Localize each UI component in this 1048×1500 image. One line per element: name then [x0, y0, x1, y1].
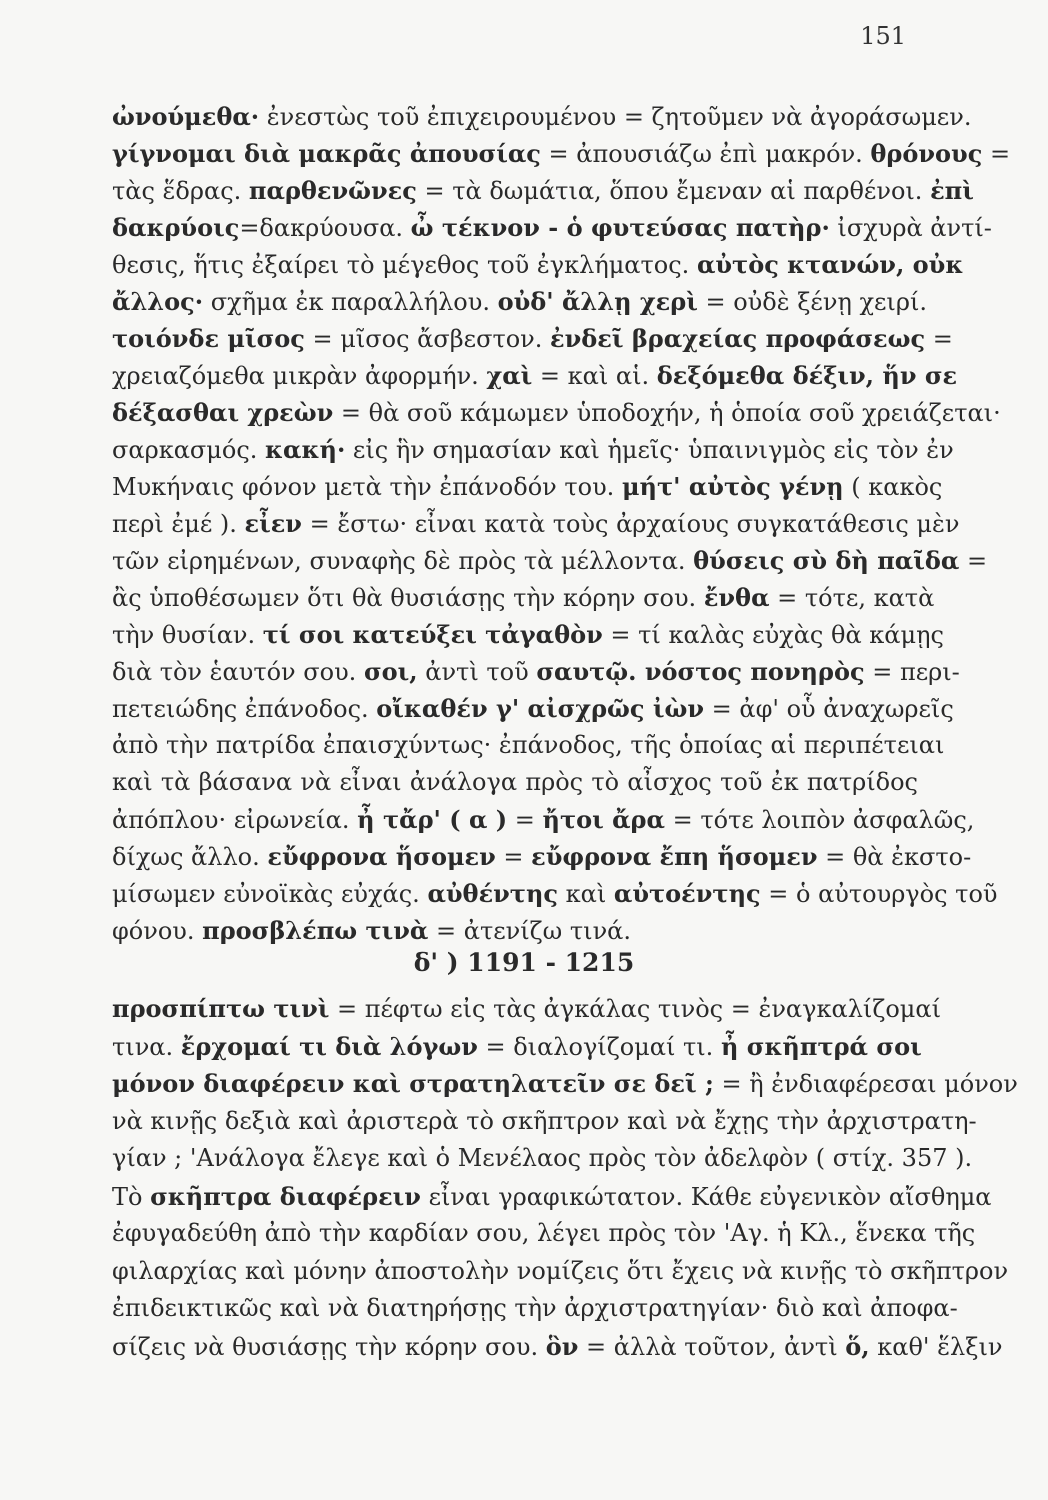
gloss-text: ( κακὸς: [843, 473, 943, 501]
lemma-term: τοιόνδε μῖσος: [112, 324, 305, 353]
gloss-text: = ἀτενίζω τινά.: [428, 917, 631, 945]
gloss-text: =: [982, 140, 1011, 168]
gloss-text: ἂς ὑποθέσωμεν ὅτι θὰ θυσιάσῃς τὴν κόρην σου.: [112, 584, 704, 612]
lemma-term: αὐτὸς κτανών, οὐκ: [696, 250, 964, 279]
gloss-text: δίχως ἄλλο.: [112, 843, 268, 871]
gloss-text: σίζεις νὰ θυσιάσῃς τὴν κόρην σου.: [112, 1332, 546, 1361]
gloss-text: = ἔστω· εἶναι κατὰ τοὺς ἀρχαίους συγκατάθεσις μὲν: [301, 510, 960, 538]
lemma-term: χαὶ: [486, 361, 533, 390]
gloss-text: τὴν θυσίαν.: [112, 621, 263, 649]
gloss-text: εἰς ἣν σημασίαν καὶ ἡμεῖς· ὑπαινιγμὸς εἰς τὸν ἐν: [345, 436, 954, 464]
gloss-text: =: [925, 325, 953, 353]
gloss-text: = καὶ αἱ.: [532, 362, 657, 390]
gloss-text: = ὁ αὐτουργὸς τοῦ: [760, 880, 998, 908]
gloss-text: ἐνεστὼς τοῦ ἐπιχειρουμένου = ζητοῦμεν νὰ ἀγοράσωμεν.: [259, 103, 972, 131]
gloss-text: ἐφυγαδεύθη ἀπὸ τὴν καρδίαν σου, λέγει πρὸς τὸν 'Αγ. ἡ Κλ., ἕνεκα τῆς: [112, 1219, 976, 1247]
text-line: [112, 801, 975, 838]
gloss-text: = τὰ δωμάτια, ὅπου ἔμεναν αἱ παρθένοι.: [416, 177, 931, 205]
gloss-text: φιλαρχίας καὶ μόνην ἀποστολὴν νομίζεις ὅτι ἔχεις νὰ κινῇς τὸ σκῆπτρον: [112, 1256, 1009, 1285]
gloss-text: = διαλογίζομαί τι.: [477, 1032, 721, 1061]
gloss-text: = θὰ σοῦ κάμωμεν ὑποδοχήν, ἡ ὁποία σοῦ χρειάζεται·: [333, 399, 1001, 427]
gloss-text: ἐπιδεικτικῶς καὶ νὰ διατηρήσῃς τὴν ἀρχιστρατηγίαν· διὸ καὶ ἀποφα-: [112, 1294, 958, 1322]
gloss-text: =: [959, 547, 988, 575]
gloss-text: = τότε λοιπὸν ἀσφαλῶς,: [664, 806, 975, 834]
lemma-term: ὠνούμεθα·: [112, 102, 260, 131]
lemma-term: τί σοι κατεύξει τἀγαθὸν: [262, 620, 603, 649]
lemma-term: δέξασθαι χρεὼν: [112, 398, 334, 427]
text-line: [112, 246, 964, 283]
text-line: [112, 1178, 992, 1216]
text-line: [112, 135, 1011, 172]
lemma-term: θρόνους: [870, 139, 983, 168]
gloss-text: = μῖσος ἄσβεστον.: [304, 325, 551, 353]
text-line: [112, 616, 944, 653]
commentary-upper: [112, 98, 1011, 949]
lemma-term: σκῆπτρα διαφέρειν: [150, 1181, 421, 1211]
lemma-term: εὔφρονα ἥσομεν: [267, 842, 496, 871]
text-line: [112, 1140, 973, 1178]
gloss-text: = τότε, κατὰ: [769, 584, 935, 612]
gloss-text: ἀπόπλου· εἰρωνεία.: [112, 806, 358, 834]
lemma-term: ἔνθα: [703, 583, 770, 612]
text-line: [112, 1215, 976, 1253]
text-line: [112, 1065, 1018, 1103]
gloss-text: = ἢ ἐνδιαφέρεσαι μόνον: [713, 1070, 1018, 1098]
text-line: [112, 1253, 1009, 1291]
lemma-term: αὐτοέντης: [613, 879, 761, 908]
gloss-text: = τί καλὰς εὐχὰς θὰ κάμῃς: [602, 621, 944, 649]
lemma-term: ἦ σκῆπτρά σοι: [720, 1031, 922, 1061]
gloss-text: = οὐδὲ ξένῃ χειρί.: [697, 288, 927, 316]
text-line: [112, 394, 1001, 431]
gloss-text: = θὰ ἐκστο-: [817, 843, 972, 871]
text-line: [112, 579, 935, 616]
gloss-text: σχῆμα ἐκ παραλλήλου.: [203, 288, 498, 316]
text-line: [112, 431, 954, 468]
gloss-text: ἀντὶ τοῦ: [417, 658, 537, 686]
text-line: [112, 1290, 958, 1328]
lemma-term: μόνον διαφέρειν καὶ στρατηλατεῖν σε δεῖ ;: [112, 1069, 714, 1098]
gloss-text: τὰς ἕδρας.: [112, 177, 249, 205]
lemma-term: ὦ τέκνον - ὁ φυτεύσας πατὴρ·: [410, 213, 830, 242]
gloss-text: διὰ τὸν ἑαυτόν σου.: [112, 658, 364, 686]
gloss-text: νὰ κινῇς δεξιὰ καὶ ἀριστερὰ τὸ σκῆπτρον καὶ νὰ ἔχῃς τὴν ἀρχιστρατη-: [112, 1106, 977, 1135]
gloss-text: φόνου.: [112, 917, 203, 945]
gloss-text: μίσωμεν εὐνοϊκὰς εὐχάς.: [112, 880, 428, 908]
gloss-text: καθ' ἕλξιν: [869, 1332, 1003, 1361]
text-line: [112, 542, 988, 579]
text-line: [112, 875, 998, 912]
lemma-term: θύσεις σὺ δὴ παῖδα: [693, 546, 960, 575]
gloss-text: θεσις, ἥτις ἐξαίρει τὸ μέγεθος τοῦ ἐγκλήματος.: [112, 251, 697, 279]
lemma-term: ἐπὶ: [930, 176, 974, 205]
text-line: [112, 505, 960, 542]
lemma-term: ἐνδεῖ βραχείας προφάσεως: [550, 324, 926, 353]
gloss-text: γίαν ; 'Ανάλογα ἔλεγε καὶ ὁ Μενέλαος πρὸς τὸν ἀδελφὸν ( στίχ. 357 ).: [112, 1144, 973, 1172]
text-line: [112, 764, 918, 801]
text-line: [112, 990, 941, 1028]
lemma-term: ἤτοι ἄρα: [542, 805, 665, 834]
lemma-term: οἴκαθέν γ' αἰσχρῶς ἰὼν: [376, 694, 704, 723]
lemma-term: αὐθέντης: [427, 879, 559, 908]
gloss-text: =: [495, 843, 532, 871]
page-number: 151: [860, 22, 906, 50]
text-line: [112, 912, 918, 949]
text-line: [112, 838, 972, 875]
lemma-term: σοι,: [363, 657, 418, 686]
lemma-term: ὅ,: [845, 1331, 870, 1361]
gloss-text: εἶναι γραφικώτατον. Κάθε εὐγενικὸν αἴσθημα: [420, 1182, 992, 1211]
text-line: [112, 209, 992, 246]
gloss-text: =δακρύουσα.: [239, 214, 411, 242]
gloss-text: = ἀλλὰ τοῦτον, ἀντὶ: [578, 1332, 846, 1361]
gloss-text: περὶ ἐμέ ).: [112, 510, 245, 538]
gloss-text: = ἀπουσιάζω ἐπὶ μακρόν.: [540, 140, 871, 168]
lemma-term: μήτ' αὐτὸς γένῃ: [621, 472, 844, 501]
section-heading: δ' ) 1191 - 1215: [413, 948, 635, 977]
gloss-text: = περι-: [864, 658, 960, 686]
lemma-term: ἦ τἄρ' ( α ): [357, 805, 508, 834]
text-line: [112, 727, 945, 764]
lemma-term: οὐδ' ἄλλῃ χερὶ: [497, 287, 698, 316]
gloss-text: =: [507, 806, 543, 834]
text-line: [112, 1028, 922, 1066]
text-line: [112, 98, 972, 135]
gloss-text: τινα.: [112, 1032, 181, 1061]
text-line: [112, 357, 958, 394]
gloss-text: καὶ: [558, 880, 614, 908]
text-line: [112, 172, 974, 209]
gloss-text: πετειώδης ἐπάνοδος.: [112, 695, 377, 723]
gloss-text: Τὸ: [112, 1182, 151, 1211]
text-line: [112, 468, 943, 505]
text-line: [112, 653, 960, 690]
gloss-text: = ἀφ' οὗ ἀναχωρεῖς: [704, 695, 954, 723]
lemma-term: προσπίπτω τινὶ: [112, 994, 330, 1023]
lemma-term: σαυτῷ. νόστος πονηρὸς: [536, 657, 865, 686]
gloss-text: Μυκήναις φόνον μετὰ τὴν ἐπάνοδόν του.: [112, 473, 622, 501]
gloss-text: καὶ τὰ βάσανα νὰ εἶναι ἀνάλογα πρὸς τὸ αἶσχος τοῦ ἐκ πατρίδος: [112, 768, 918, 796]
text-line: [112, 283, 927, 320]
lemma-term: ἄλλος·: [112, 287, 204, 316]
text-line: [112, 1328, 1003, 1366]
gloss-text: σαρκασμός.: [112, 436, 266, 464]
lemma-term: παρθενῶνες: [248, 176, 417, 205]
text-line: [112, 320, 953, 357]
gloss-text: ἀπὸ τὴν πατρίδα ἐπαισχύντως· ἐπάνοδος, τῆς ὁποίας αἱ περιπέτειαι: [112, 731, 945, 759]
gloss-text: χρειαζόμεθα μικρὰν ἀφορμήν.: [112, 362, 487, 390]
lemma-term: ἔρχομαί τι διὰ λόγων: [180, 1031, 478, 1061]
lemma-term: εὔφρονα ἔπη ἥσομεν: [531, 842, 818, 871]
gloss-text: τῶν εἰρημένων, συναφὴς δὲ πρὸς τὰ μέλλοντα.: [112, 547, 694, 575]
gloss-text: = πέφτω εἰς τὰς ἀγκάλας τινὸς = ἐναγκαλίζομαί: [329, 995, 941, 1023]
lemma-term: εἶεν: [244, 509, 302, 538]
lemma-term: δεξόμεθα δέξιν, ἥν σε: [656, 361, 958, 390]
lemma-term: ὃν: [545, 1331, 579, 1361]
text-line: [112, 690, 954, 727]
text-line: [112, 1103, 977, 1141]
commentary-lower: [112, 990, 1018, 1365]
lemma-term: προσβλέπω τινὰ: [202, 916, 429, 945]
lemma-term: κακή·: [265, 435, 346, 464]
gloss-text: ἰσχυρὰ ἀντί-: [829, 214, 992, 242]
lemma-term: γίγνομαι διὰ μακρᾶς ἀπουσίας: [112, 139, 541, 168]
lemma-term: δακρύοις: [112, 213, 240, 242]
